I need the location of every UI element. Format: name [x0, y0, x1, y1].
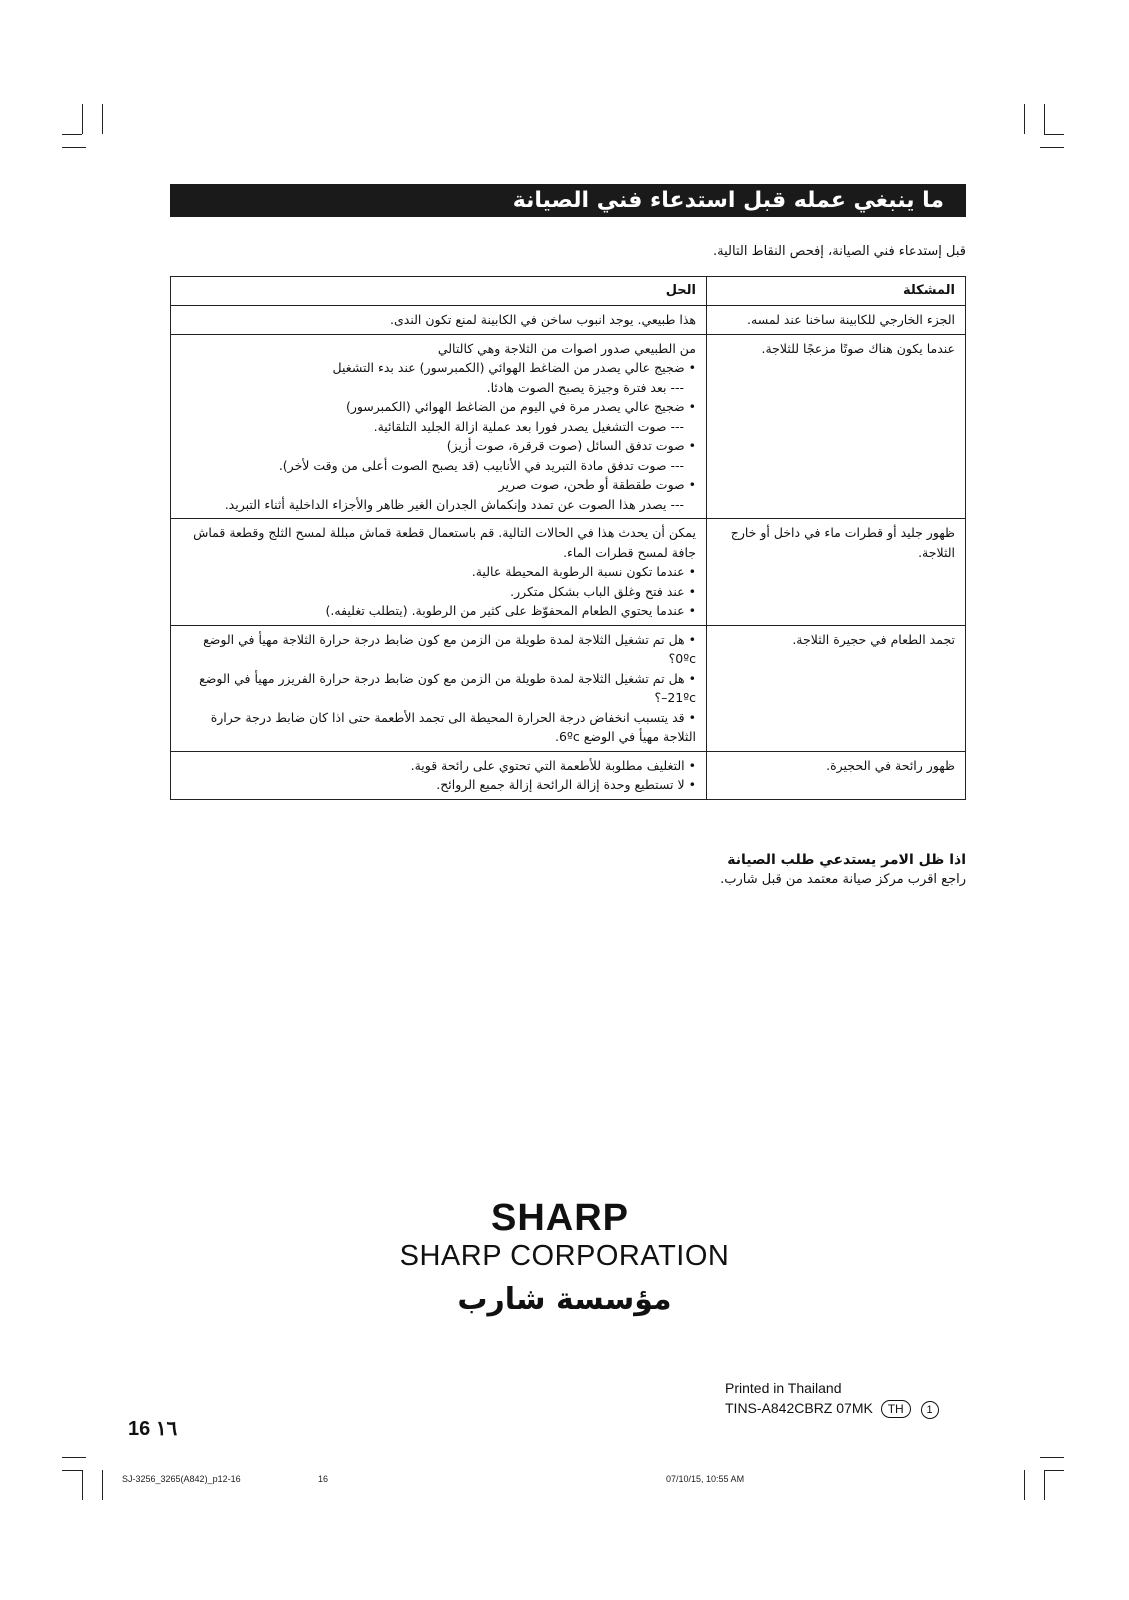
solution-subnote: --- بعد فترة وجيزة يصبح الصوت هادئا. [486, 379, 684, 395]
corporation-name-en: SHARP CORPORATION [399, 1240, 730, 1272]
intro-text: قبل إستدعاء فني الصيانة، إفحص النقاط التالية. [713, 244, 966, 259]
crop-mark [1024, 104, 1025, 134]
country-mark: TH [881, 1400, 911, 1418]
crop-mark [102, 104, 103, 134]
table-row [171, 306, 966, 335]
page-title: ما ينبغي عمله قبل استدعاء فني الصيانة [170, 184, 966, 217]
table-row [171, 751, 966, 799]
footer-timestamp: 07/10/15, 10:55 AM [666, 1474, 745, 1484]
crop-mark [1044, 104, 1045, 134]
print-code: TINS-A842CBRZ 07MK [725, 1400, 873, 1416]
solution-bullet: • التغليف مطلوبة للأطعمة التي تحتوي على رائحة قوية. [181, 756, 696, 776]
sharp-logo-text: SHARP [490, 1197, 630, 1236]
crop-mark [102, 1470, 103, 1500]
problem-cell: عندما يكون هناك صوتًا مزعجًا للثلاجة. [707, 334, 966, 519]
sharp-logo [460, 1196, 660, 1236]
crop-mark [1044, 134, 1064, 135]
solution-cell [171, 334, 707, 519]
service-text: راجع اقرب مركز صيانة معتمد من قبل شارب. [720, 872, 966, 887]
solution-subnote: --- صوت التشغيل يصدر فورا بعد عملية ازالة الجليد التلقائية. [373, 418, 684, 434]
solution-cell [171, 625, 707, 751]
printed-in-text: Printed in Thailand [725, 1380, 842, 1396]
column-header-solution: الحل [171, 277, 707, 306]
table-row [171, 625, 966, 751]
solution-bullet: • عندما تكون نسبة الرطوبة المحيطة عالية. [181, 562, 696, 582]
column-header-problem: المشكلة [707, 277, 966, 306]
solution-subnote: --- صوت تدفق مادة التبريد في الأنابيب (قد يصبح الصوت أعلى من وقت لأخر). [278, 457, 684, 473]
print-code-line [725, 1398, 939, 1419]
crop-mark [62, 1470, 82, 1471]
solution-bullet: • صوت تدفق السائل (صوت قرقرة، صوت أزيز) [181, 436, 696, 456]
table-row [171, 519, 966, 626]
crop-mark [1044, 1470, 1064, 1471]
problem-cell: الجزء الخارجي للكابينة ساخنا عند لمسه. [707, 306, 966, 335]
solution-bullet: • صوت طقطقة أو طحن، صوت صرير [181, 475, 696, 495]
problem-cell: ظهور رائحة في الحجيرة. [707, 751, 966, 799]
solution-text: هذا طبيعي. يوجد انبوب ساخن في الكابينة لمنع تكون الندى. [390, 312, 696, 327]
crop-mark [82, 104, 83, 134]
solution-cell [171, 306, 707, 335]
solution-text: يمكن أن يحدث هذا في الحالات التالية. قم باستعمال قطعة قماش مبللة لمسح الثلج وقطعة قماش جافة لمسح قطرات الماء. [193, 525, 696, 560]
problem-cell: ظهور جليد أو قطرات ماء في داخل أو خارج الثلاجة. [707, 519, 966, 626]
solution-bullet: • قد يتسبب انخفاض درجة الحرارة المحيطة الى تجمد الأطعمة حتى اذا كان ضابط درجة حرارة الثلاجة مهيأ في الوضع 6ºc. [181, 708, 696, 747]
crop-mark [82, 1470, 83, 1500]
solution-bullet: • هل تم تشغيل الثلاجة لمدة طويلة من الزمن مع كون ضابط درجة حرارة الفريزر مهيأ في الوضع 21ºc–؟ [181, 669, 696, 708]
crop-mark [1040, 147, 1064, 148]
solution-cell [171, 519, 707, 626]
solution-cell [171, 751, 707, 799]
crop-mark [62, 134, 82, 135]
troubleshooting-table [170, 276, 966, 800]
crop-mark [1040, 1457, 1064, 1458]
footer-file: SJ-3256_3265(A842)_p12-16 [122, 1474, 241, 1484]
table-row [171, 334, 966, 519]
solution-bullet: • ضجيج عالي يصدر مرة في اليوم من الضاغط الهوائي (الكمبرسور) [181, 397, 696, 417]
solution-bullet: • ضجيج عالي يصدر من الضاغط الهوائي (الكمبرسور) عند بدء التشغيل [181, 358, 696, 378]
crop-mark [1024, 1470, 1025, 1500]
corporation-name-ar: مؤسسة شارب [457, 1282, 672, 1317]
solution-bullet: • عندما يحتوي الطعام المحفوّظ على كثير من الرطوبة. (يتطلب تغليفه.) [181, 601, 696, 621]
service-note [170, 850, 966, 890]
footer-page: 16 [318, 1474, 329, 1484]
table-header-row [171, 277, 966, 306]
solution-bullet: • هل تم تشغيل الثلاجة لمدة طويلة من الزمن مع كون ضابط درجة حرارة الثلاجة مهيأ في الوضع 0ºc؟ [181, 630, 696, 669]
solution-subnote: --- يصدر هذا الصوت عن تمدد وإنكماش الجدران الغير ظاهر والأجزاء الداخلية أثناء التبريد. [224, 496, 684, 512]
table-body [171, 306, 966, 800]
crop-mark [62, 1457, 86, 1458]
crop-mark [62, 147, 86, 148]
printing-info [725, 1378, 939, 1419]
solution-bullet: • عند فتح وغلق الباب بشكل متكرر. [181, 582, 696, 602]
problem-cell: تجمد الطعام في حجيرة الثلاجة. [707, 625, 966, 751]
crop-mark [1044, 1470, 1045, 1500]
page-number: 16 ١٦ [128, 1418, 178, 1440]
service-heading: اذا ظل الامر يستدعي طلب الصيانة [727, 852, 966, 868]
solution-bullet: • لا تستطيع وحدة إزالة الرائحة إزالة جميع الروائح. [181, 775, 696, 795]
circled-number: 1 [921, 1401, 939, 1419]
solution-text: من الطبيعي صدور اصوات من الثلاجة وهي كالتالي [437, 340, 696, 356]
